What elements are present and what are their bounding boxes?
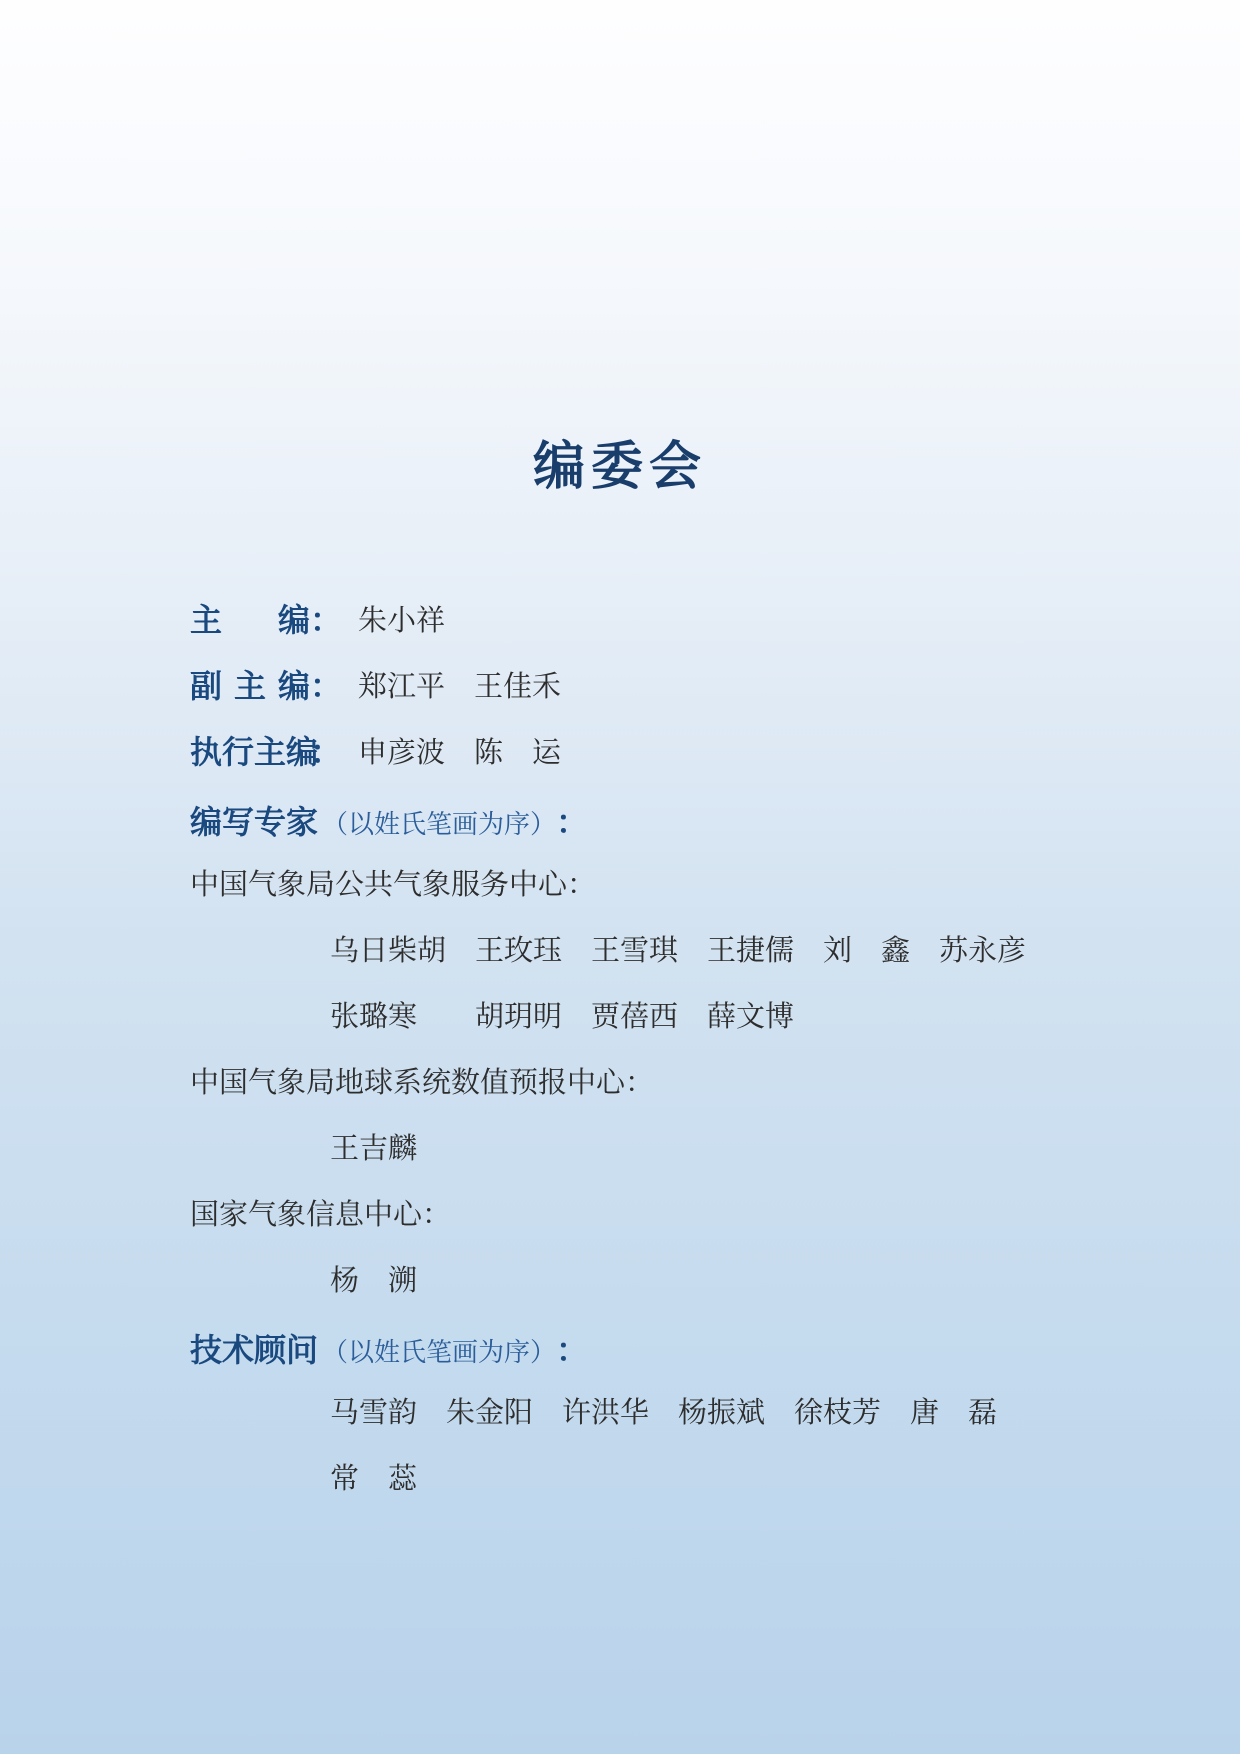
- advisor-section-colon: ：: [556, 1332, 589, 1368]
- expert-section-colon: ：: [556, 804, 589, 840]
- advisor-section-label: 技术顾问: [190, 1332, 319, 1368]
- org-name: 中国气象局公共气象服务中心：: [190, 868, 597, 901]
- expert-section-note: （以姓氏笔画为序）: [322, 809, 557, 839]
- advisor-section-note: （以姓氏笔画为序）: [322, 1337, 557, 1367]
- chief-editor-line: [190, 585, 1090, 651]
- deputy-editor-line: [190, 651, 1090, 717]
- deputy-editor-label: 副主编：: [190, 668, 343, 704]
- executive-editor-names: 申彦波 陈 运: [358, 736, 562, 769]
- advisor-names-row-1: 马雪韵 朱金阳 许洪华 杨振斌 徐枝芳 唐 磊: [330, 1396, 998, 1429]
- advisor-section-header: [190, 1311, 1090, 1377]
- expert-names-row-3: 王吉麟: [330, 1132, 418, 1165]
- advisor-names-row-2: 常 蕊: [330, 1462, 418, 1495]
- org-name: 中国气象局地球系统数值预报中心：: [190, 1066, 655, 1099]
- expert-section-label: 编写专家: [190, 804, 319, 840]
- executive-editor-label: 执行主编：: [190, 734, 343, 770]
- deputy-editor-names: 郑江平 王佳禾: [358, 670, 562, 703]
- org-line-meteorological-information-center: [190, 1179, 1090, 1245]
- org-name: 国家气象信息中心：: [190, 1198, 452, 1231]
- expert-names-row-1: 乌日柴胡 王玫珏 王雪琪 王捷儒 刘 鑫 苏永彦: [330, 934, 1027, 967]
- expert-names-row-2: 张璐寒 胡玥明 贾蓓西 薛文博: [330, 1000, 795, 1033]
- expert-names-row-4: 杨 溯: [330, 1264, 418, 1297]
- executive-editor-line: [190, 717, 1090, 783]
- chief-editor-names: 朱小祥: [358, 604, 446, 637]
- editorial-board-content: [190, 585, 1090, 1509]
- page-title: 编委会: [532, 439, 707, 496]
- expert-section-header: [190, 783, 1090, 849]
- org-line-numerical-prediction-center: [190, 1047, 1090, 1113]
- chief-editor-label: 主编：: [190, 602, 343, 638]
- org-line-public-service-center: [190, 849, 1090, 915]
